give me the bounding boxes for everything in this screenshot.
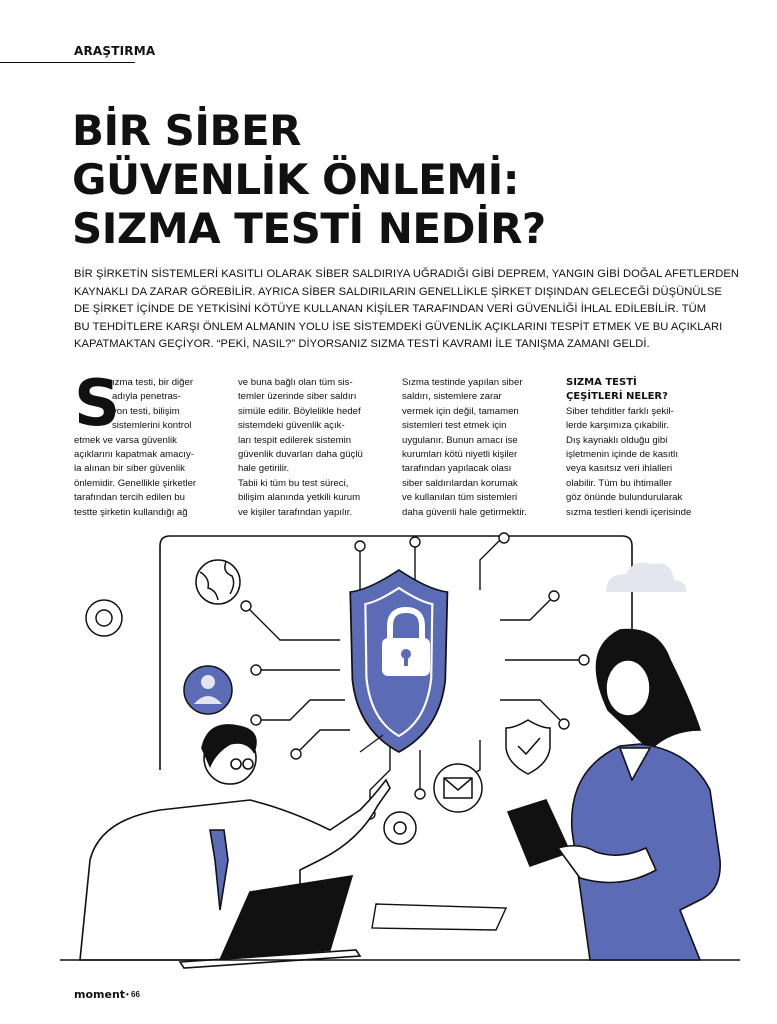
body-line: testte şirketin kullandığı ağ	[74, 506, 188, 518]
body-line: bilişim alanında yetkili kurum	[238, 492, 361, 504]
drop-cap: S	[74, 367, 121, 441]
section-label: ARAŞTIRMA	[74, 44, 156, 58]
body-line: açıklarını kapatmak amacıy-	[74, 449, 194, 461]
user-icon	[184, 666, 232, 714]
body-line: yon testi, bilişim	[112, 405, 180, 417]
body-line: hale getirilir.	[238, 463, 290, 475]
body-line: tarafından yapılacak olası	[402, 463, 512, 475]
body-line: tarafından tercih edilen bu	[74, 492, 185, 504]
body-column-4	[566, 376, 716, 520]
body-line: ve kullanılan tüm sistemleri	[402, 492, 518, 504]
lead-line: DE ŞİRKET İÇİNDE DE YETKİSİNİ KÖTÜYE KULLANAN KİŞİLER TARAFINDAN VERİ GÜVENLİĞİ İHLAL EDİLEBİLİR. TÜM	[74, 303, 707, 316]
envelope-icon	[434, 764, 482, 812]
lead-line: BİR ŞİRKETİN SİSTEMLERİ KASITLI OLARAK SİBER SALDIRIYA UĞRADIĞI GİBİ DEPREM, YANGIN GİBİ DOĞAL AFETLERDEN	[74, 268, 740, 280]
body-line: saldırı, sistemlere zarar	[402, 391, 502, 403]
body-line: vermek için değil, tamamen	[402, 405, 519, 417]
body-line: adıyla penetras-	[112, 391, 181, 403]
page-number: • 66	[126, 990, 140, 999]
body-line: önlemidir. Genellikle şirketler	[74, 477, 197, 489]
headline-line: GÜVENLİK ÖNLEMİ:	[72, 155, 520, 204]
body-line: Sızma testinde yapılan siber	[402, 377, 523, 388]
body-line: la alınan bir siber güvenlik	[74, 463, 185, 475]
subheading-line: SIZMA TESTİ	[566, 377, 637, 388]
body-line: siber saldırılardan korumak	[402, 477, 518, 489]
body-line: işletmenin içinde de kasıtlı	[566, 449, 678, 461]
body-line: Tabii ki tüm bu test süreci,	[238, 477, 349, 489]
body-line: sızma testleri kendi içerisinde	[566, 506, 692, 518]
footer-brand: moment	[74, 988, 126, 1001]
headline	[72, 106, 546, 253]
body-line: ve buna bağlı olan tüm sis-	[238, 377, 353, 388]
check-shield-icon	[506, 720, 550, 774]
cybersecurity-illustration	[60, 530, 740, 970]
body-line: Dış kaynaklı olduğu gibi	[566, 434, 668, 446]
body-line: Siber tehditler farklı şekil-	[566, 405, 674, 417]
gear-icon	[86, 600, 122, 636]
woman-figure	[508, 630, 720, 960]
body-line: sistemleri test etmek için	[402, 420, 507, 432]
body-line: ları tespit edilerek sistemin	[238, 434, 352, 446]
body-line: lerde karşımıza çıkabilir.	[566, 420, 669, 432]
body-column-2	[238, 376, 388, 520]
body-line: olabilir. Tüm bu ihtimaller	[566, 477, 672, 489]
lead-paragraph	[74, 266, 740, 354]
globe-icon	[196, 560, 240, 604]
headline-line: BİR SİBER	[72, 106, 302, 155]
body-line: ızma testi, bir diğer	[112, 377, 194, 388]
body-line: güvenlik duvarları daha güçlü	[238, 449, 363, 461]
body-line: kurumları kötü niyetli kişiler	[402, 449, 518, 461]
shield-lock-icon	[350, 570, 447, 752]
lead-line: BU TEHDİTLERE KARŞI ÖNLEM ALMANIN YOLU İSE SİSTEMDEKİ GÜVENLİK AÇIKLARINI TESPİT ETMEK VE BU AÇIKLARI	[74, 320, 723, 333]
body-line: veya kasıtsız veri ihlalleri	[566, 463, 673, 475]
lead-line: KAPATMAKTAN GEÇİYOR. “PEKİ, NASIL?” DİYORSANIZ SIZMA TESTİ KAVRAMI İLE TANIŞMA ZAMANI GELDİ.	[74, 338, 650, 351]
headline-line: SIZMA TESTİ NEDİR?	[72, 204, 546, 253]
gear-icon	[384, 812, 416, 844]
body-line: etmek ve varsa güvenlik	[74, 434, 177, 446]
body-line: uygulanır. Bunun amacı ise	[402, 434, 518, 446]
section-rule	[0, 62, 135, 63]
body-line: simüle edilir. Böylelikle hedef	[238, 405, 361, 417]
lead-line: KAYNAKLI DA ZARAR GÖREBİLİR. AYRICA SİBER SALDIRILARIN GENELLİKLE ŞİRKET DIŞINDAN GELECEĞİ DÜŞÜNÜLSE	[74, 285, 722, 298]
body-column-3	[402, 376, 557, 520]
subheading-line: ÇEŞİTLERİ NELER?	[566, 391, 668, 403]
body-line: daha güvenli hale getirmektir.	[402, 506, 527, 518]
cloud-icon	[606, 562, 686, 592]
body-column-1	[74, 376, 224, 520]
body-line: ve kişiler tarafından yapılır.	[238, 506, 353, 518]
body-line: sistemdeki güvenlik açık-	[238, 420, 345, 432]
body-line: temler üzerinde siber saldırı	[238, 391, 357, 403]
body-line: göz önünde bulundurularak	[566, 492, 683, 504]
body-line: sistemlerini kontrol	[112, 420, 192, 432]
